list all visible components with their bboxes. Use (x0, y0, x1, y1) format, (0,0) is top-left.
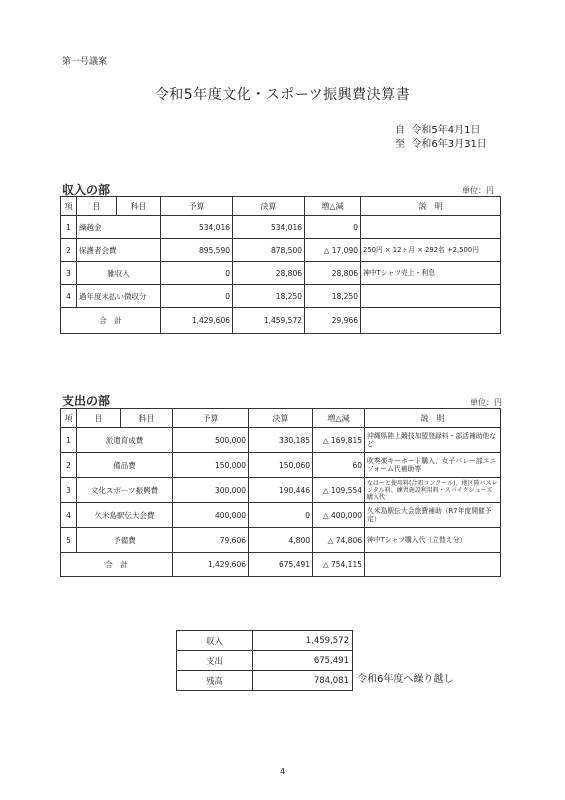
row-diff: 0 (305, 216, 361, 239)
row-note: 神中Tシャツ売上・利息 (361, 262, 501, 285)
table-row (61, 453, 501, 478)
row-actual: 330,185 (249, 428, 313, 453)
row-budget: 895,590 (161, 239, 233, 262)
expense-table (60, 408, 501, 577)
expense-header-note: 説 明 (365, 409, 501, 428)
row-item: 派遣育成費 (77, 428, 173, 453)
income-unit: 単位：円 (462, 186, 494, 195)
table-row (61, 239, 501, 262)
income-header-subject: 科目 (117, 197, 161, 216)
income-table (60, 196, 501, 334)
row-diff: △ 17,090 (305, 239, 361, 262)
total-note (361, 308, 501, 334)
expense-header-subject: 科目 (121, 409, 173, 428)
period-from (395, 124, 487, 138)
row-item: 過年度未払い徴収分 (77, 285, 161, 308)
summary-label: 収入 (177, 631, 253, 651)
row-item: 予備費 (77, 528, 173, 553)
period-to-prefix: 至 (395, 139, 405, 150)
income-header-note: 説 明 (361, 197, 501, 216)
row-actual: 4,800 (249, 528, 313, 553)
row-note: 久米島駅伝大会旅費補助（R7年度開催予定） (365, 503, 501, 528)
expense-section-title: 支出の部 (62, 394, 111, 408)
row-actual: 18,250 (233, 285, 305, 308)
summary-row-balance (177, 671, 353, 691)
period-from-date: 令和5年4月1日 (411, 125, 481, 136)
summary-value: 675,491 (253, 651, 353, 671)
row-diff: 28,806 (305, 262, 361, 285)
table-row (61, 216, 501, 239)
expense-header-no: 項 (61, 409, 77, 428)
row-actual: 878,500 (233, 239, 305, 262)
row-item: 文化スポーツ振興費 (77, 478, 173, 503)
row-item: 繰越金 (77, 216, 161, 239)
row-budget: 500,000 (173, 428, 249, 453)
summary-value: 784,081 (253, 671, 353, 691)
summary-row-expense (177, 651, 353, 671)
period-block (395, 124, 487, 152)
period-from-prefix: 自 (395, 125, 405, 136)
total-note (365, 553, 501, 577)
table-row (61, 528, 501, 553)
expense-total-row (61, 553, 501, 577)
row-item: 備品費 (77, 453, 173, 478)
page-number: 4 (279, 767, 286, 776)
total-diff: △ 754,115 (313, 553, 365, 577)
row-budget: 300,000 (173, 478, 249, 503)
total-actual: 675,491 (249, 553, 313, 577)
table-row (61, 285, 501, 308)
table-row (61, 503, 501, 528)
row-no: 3 (61, 262, 77, 285)
row-actual: 150,060 (249, 453, 313, 478)
expense-header-budget: 予算 (173, 409, 249, 428)
row-no: 2 (61, 239, 77, 262)
expense-header-item: 目 (77, 409, 121, 428)
income-header-no: 項 (61, 197, 77, 216)
row-note: 250円 × 12ヶ月 × 292名 +2,500円 (361, 239, 501, 262)
income-header-item: 目 (77, 197, 117, 216)
total-label: 合 計 (61, 553, 173, 577)
summary-label: 支出 (177, 651, 253, 671)
table-row (61, 478, 501, 503)
total-label: 合 計 (61, 308, 161, 334)
row-diff: △ 74,806 (313, 528, 365, 553)
row-no: 4 (61, 285, 77, 308)
row-diff: △ 169,815 (313, 428, 365, 453)
row-actual: 534,016 (233, 216, 305, 239)
row-item: 雑収入 (77, 262, 161, 285)
row-no: 2 (61, 453, 77, 478)
page-title: 令和5年度文化・スポーツ振興費決算書 (154, 87, 411, 103)
table-row (61, 428, 501, 453)
row-diff: 60 (313, 453, 365, 478)
row-diff: △ 400,000 (313, 503, 365, 528)
period-to (395, 138, 487, 152)
row-note: 吹奏楽キーボード購入、女子バレー部ユニフォーム代補助等 (365, 453, 501, 478)
row-item: 保護者会費 (77, 239, 161, 262)
row-diff: 18,250 (305, 285, 361, 308)
row-budget: 150,000 (173, 453, 249, 478)
row-budget: 400,000 (173, 503, 249, 528)
income-header-budget: 予算 (161, 197, 233, 216)
row-budget: 0 (161, 262, 233, 285)
expense-header-row (61, 409, 501, 428)
income-total-row (61, 308, 501, 334)
row-no: 5 (61, 528, 77, 553)
row-actual: 0 (249, 503, 313, 528)
summary-row-income (177, 631, 353, 651)
row-budget: 79,606 (173, 528, 249, 553)
row-note: 沖縄県陸上競技加盟登録料・部活補助他など (365, 428, 501, 453)
total-diff: 29,966 (305, 308, 361, 334)
income-header-diff: 増△減 (305, 197, 361, 216)
row-note (361, 285, 501, 308)
row-diff: △ 109,554 (313, 478, 365, 503)
expense-header-actual: 決算 (249, 409, 313, 428)
period-to-date: 令和6年3月31日 (411, 139, 487, 150)
summary-value: 1,459,572 (253, 631, 353, 651)
expense-unit: 単位：円 (470, 398, 502, 407)
row-actual: 28,806 (233, 262, 305, 285)
carry-over-note: 令和6年度へ繰り越し (357, 674, 454, 685)
income-section-title: 収入の部 (62, 183, 111, 197)
row-no: 3 (61, 478, 77, 503)
table-row (61, 262, 501, 285)
row-no: 1 (61, 216, 77, 239)
row-no: 1 (61, 428, 77, 453)
row-note (361, 216, 501, 239)
row-actual: 190,446 (249, 478, 313, 503)
total-budget: 1,429,606 (173, 553, 249, 577)
income-header-actual: 決算 (233, 197, 305, 216)
total-budget: 1,429,606 (161, 308, 233, 334)
row-budget: 0 (161, 285, 233, 308)
total-actual: 1,459,572 (233, 308, 305, 334)
row-item: 久米島駅伝大会費 (77, 503, 173, 528)
row-note: 神中Tシャツ購入代（立替え分） (365, 528, 501, 553)
row-budget: 534,016 (161, 216, 233, 239)
income-header-row (61, 197, 501, 216)
document-label: 第一号議案 (62, 57, 108, 67)
expense-header-diff: 増△減 (313, 409, 365, 428)
row-no: 4 (61, 503, 77, 528)
row-note: なはーと使用料(合唱コンクール)、地区陸バスレンタル料、練習施設利用料・スパイクシューズ購入代 (365, 478, 501, 503)
summary-label: 残高 (177, 671, 253, 691)
summary-table (176, 630, 353, 691)
